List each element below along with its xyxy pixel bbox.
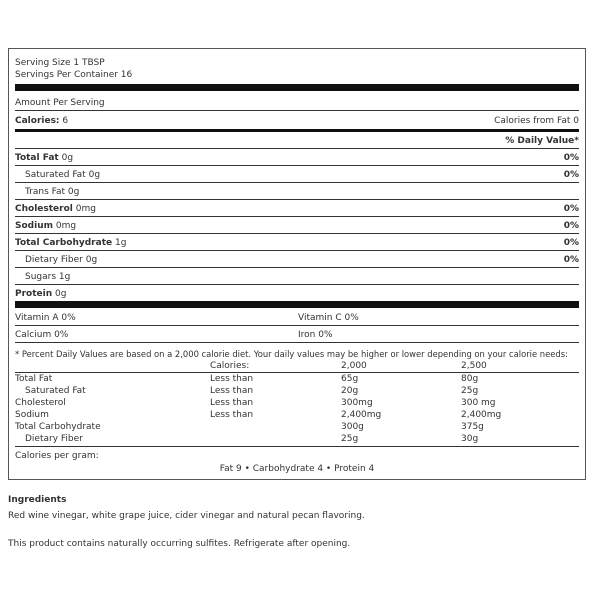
mineral-row xyxy=(15,329,579,341)
divider xyxy=(15,372,579,373)
dv-row-qual: Less than xyxy=(210,398,254,408)
dv-row-name: Cholesterol xyxy=(15,398,66,408)
nutrient-amount: 0g xyxy=(55,289,67,299)
dv-row-2000: 2,400mg xyxy=(341,410,382,420)
nutrient-name: Sugars xyxy=(25,272,57,282)
nutrient-row-total-carbohydrate xyxy=(15,237,579,249)
divider xyxy=(15,446,579,447)
divider xyxy=(15,182,579,183)
dv-row-qual: Less than xyxy=(210,386,254,396)
dv-header-2500: 2,500 xyxy=(461,361,487,371)
dv-row-name: Sodium xyxy=(15,410,49,420)
dv-row-name: Dietary Fiber xyxy=(25,434,83,444)
calories-per-gram-label: Calories per gram: xyxy=(15,451,99,461)
divider xyxy=(15,110,579,111)
divider xyxy=(15,284,579,285)
daily-value-footnote: * Percent Daily Values are based on a 2,000 calorie diet. Your daily values may be higher or lower depending on your calorie needs: xyxy=(15,349,568,359)
nutrient-amount: 0mg xyxy=(75,204,96,214)
dv-row-name: Total Carbohydrate xyxy=(15,422,101,432)
dv-row-2500: 25g xyxy=(461,386,479,396)
nutrient-amount: 1g xyxy=(114,238,127,248)
nutrient-amount: 0g xyxy=(61,153,74,163)
nutrient-row-total-fat xyxy=(15,152,579,164)
calories-per-gram-values: Fat 9 • Carbohydrate 4 • Protein 4 xyxy=(219,464,375,474)
divider xyxy=(15,148,579,149)
divider xyxy=(15,250,579,251)
nutrient-name: Saturated Fat xyxy=(25,170,86,180)
nutrition-facts-label xyxy=(8,48,586,480)
nutrient-row-protein xyxy=(15,288,579,300)
dv-row-qual: Less than xyxy=(210,374,254,384)
nutrient-row-cholesterol xyxy=(15,203,579,215)
nutrient-name: Protein xyxy=(15,289,53,299)
daily-value-header: % Daily Value* xyxy=(505,136,579,146)
servings-per-container: Servings Per Container 16 xyxy=(15,70,133,80)
divider xyxy=(15,233,579,234)
nutrient-pct: 0% xyxy=(563,153,579,163)
dv-row-2000: 65g xyxy=(341,374,359,384)
nutrient-amount: 1g xyxy=(58,272,71,282)
calories-value: 6 xyxy=(62,116,69,126)
serving-size: Serving Size 1 TBSP xyxy=(15,58,105,68)
dv-header-label: Calories: xyxy=(210,361,250,371)
nutrient-row-dietary-fiber xyxy=(15,254,579,266)
dv-row-2000: 25g xyxy=(341,434,359,444)
nutrient-row-sodium xyxy=(15,220,579,232)
nutrient-amount: 0mg xyxy=(55,221,77,231)
ingredients-heading: Ingredients xyxy=(8,495,67,505)
calories-label: Calories: xyxy=(15,116,60,126)
nutrient-name: Total Carbohydrate xyxy=(15,238,113,248)
calcium: Calcium 0% xyxy=(15,330,69,340)
vitamin-c: Vitamin C 0% xyxy=(298,313,359,323)
vitamin-row xyxy=(15,312,579,324)
divider xyxy=(15,165,579,166)
dv-row-2000: 300mg xyxy=(341,398,373,408)
nutrient-row-saturated-fat xyxy=(15,169,579,181)
calories-row xyxy=(15,115,579,127)
nutrient-amount: 0g xyxy=(88,170,101,180)
nutrient-row-trans-fat xyxy=(15,186,579,198)
medium-divider xyxy=(15,129,579,132)
nutrient-name: Trans Fat xyxy=(25,187,66,197)
nutrient-name: Cholesterol xyxy=(15,204,73,214)
dv-row-name: Saturated Fat xyxy=(25,386,86,396)
nutrient-pct: 0% xyxy=(563,238,579,248)
nutrient-amount: 0g xyxy=(67,187,80,197)
divider xyxy=(15,342,579,343)
dv-row-2500: 375g xyxy=(461,422,484,432)
divider xyxy=(15,267,579,268)
dv-row-qual: Less than xyxy=(210,410,254,420)
dv-header-2000: 2,000 xyxy=(341,361,367,371)
nutrient-pct: 0% xyxy=(563,221,579,231)
dv-row-2500: 80g xyxy=(461,374,479,384)
dv-row-2000: 300g xyxy=(341,422,364,432)
nutrient-pct: 0% xyxy=(563,204,579,214)
thick-divider xyxy=(15,84,579,91)
calories-from-fat: Calories from Fat 0 xyxy=(494,116,579,126)
dv-row-name: Total Fat xyxy=(15,374,53,384)
nutrient-amount: 0g xyxy=(85,255,98,265)
dv-row-2500: 30g xyxy=(461,434,479,444)
ingredients-text: Red wine vinegar, white grape juice, cider vinegar and natural pecan flavoring. xyxy=(8,511,365,521)
amount-per-serving: Amount Per Serving xyxy=(15,98,105,108)
divider xyxy=(15,199,579,200)
nutrient-pct: 0% xyxy=(563,170,579,180)
iron: Iron 0% xyxy=(298,330,333,340)
nutrient-pct: 0% xyxy=(563,255,579,265)
divider xyxy=(15,216,579,217)
nutrient-name: Sodium xyxy=(15,221,53,231)
dv-row-2000: 20g xyxy=(341,386,359,396)
storage-note: This product contains naturally occurring sulfites. Refrigerate after opening. xyxy=(8,539,351,549)
vitamin-a: Vitamin A 0% xyxy=(15,313,76,323)
dv-row-2500: 2,400mg xyxy=(461,410,502,420)
nutrient-name: Dietary Fiber xyxy=(25,255,83,265)
nutrient-row-sugars xyxy=(15,271,579,283)
divider xyxy=(15,325,579,326)
nutrient-name: Total Fat xyxy=(15,153,59,163)
dv-row-2500: 300 mg xyxy=(461,398,496,408)
thick-divider xyxy=(15,301,579,308)
